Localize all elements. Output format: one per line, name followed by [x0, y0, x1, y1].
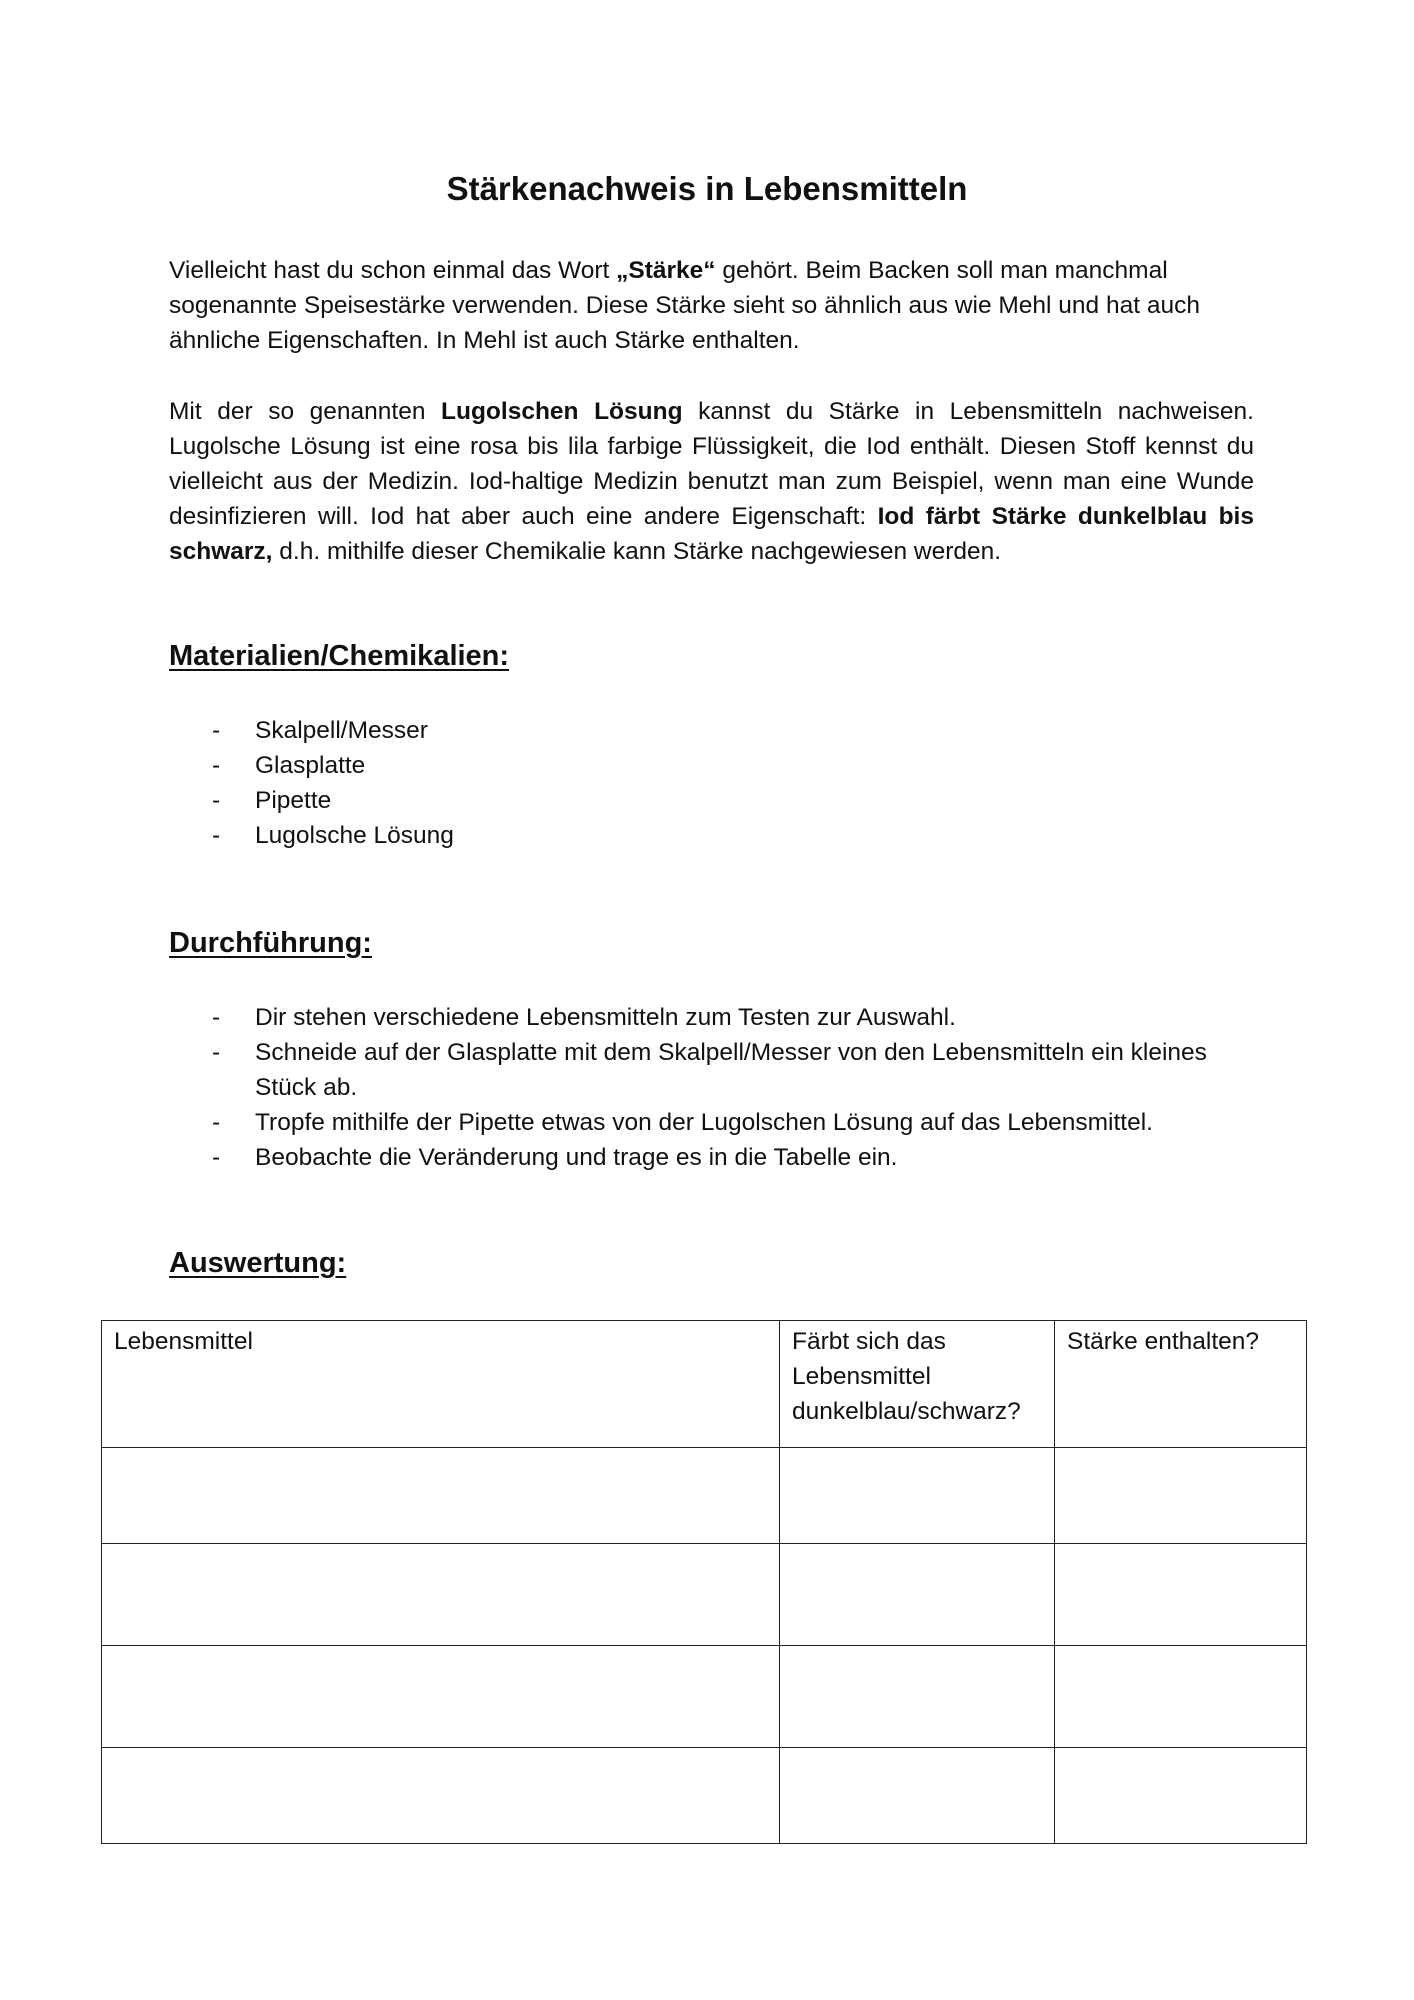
list-dash: -: [212, 717, 221, 744]
lugol-text-3: d.h. mithilfe dieser Chemikalie kann Stärke nachgewiesen werden.: [272, 538, 1002, 565]
intro-bold-starke: „Stärke“: [616, 257, 716, 284]
color-change-cell[interactable]: [780, 1544, 1055, 1646]
table-row: [102, 1646, 1307, 1748]
intro-paragraph: [169, 253, 1254, 358]
lugol-text-1: Mit der so genannten: [169, 398, 442, 425]
list-dash: -: [212, 752, 221, 779]
starch-cell[interactable]: [1055, 1748, 1307, 1844]
header-food: Lebensmittel: [102, 1321, 780, 1448]
header-color-change: Färbt sich das Lebensmittel dunkelblau/schwarz?: [780, 1321, 1055, 1448]
color-change-cell[interactable]: [780, 1748, 1055, 1844]
list-item: [169, 1105, 1249, 1140]
materials-list: [169, 713, 1269, 853]
list-dash: -: [212, 787, 221, 814]
lugol-text-2: kannst du Stärke in Lebensmitteln nachweisen. Lugolsche Lösung ist eine rosa bis lila farbige Flüssigkeit, die Iod enthält. Diesen Stoff kennst du vielleicht aus der Medizin. Iod-haltige Medizin benutzt man zum Beispiel, wenn man eine Wunde desinfizieren will. Iod hat aber auch eine andere Eigenschaft:: [169, 398, 1254, 530]
list-item: [169, 748, 1269, 783]
list-item: [169, 1000, 1249, 1035]
material-item-label: Lugolsche Lösung: [255, 822, 454, 849]
table-row: [102, 1748, 1307, 1844]
intro-text-2: gehört. Beim Backen soll man manchmal sogenannte Speisestärke verwenden. Diese Stärke sieht so ähnlich aus wie Mehl und hat auch ähnliche Eigenschaften. In Mehl ist auch Stärke enthalten.: [169, 257, 1200, 354]
procedure-step-label: Dir stehen verschiedene Lebensmitteln zum Testen zur Auswahl.: [255, 1004, 956, 1031]
list-dash: -: [212, 1109, 221, 1136]
evaluation-heading: Auswertung:: [169, 1247, 347, 1279]
lugol-bold-name: Lugolschen Lösung: [441, 398, 683, 425]
food-cell[interactable]: [102, 1646, 780, 1748]
procedure-step-label: Schneide auf der Glasplatte mit dem Skalpell/Messer von den Lebensmitteln ein kleines Stück ab.: [255, 1039, 1207, 1101]
lugol-paragraph: [169, 394, 1254, 569]
list-dash: -: [212, 822, 221, 849]
procedure-step-label: Tropfe mithilfe der Pipette etwas von der Lugolschen Lösung auf das Lebensmittel.: [255, 1109, 1153, 1136]
food-cell[interactable]: [102, 1544, 780, 1646]
list-item: [169, 713, 1269, 748]
starch-cell[interactable]: [1055, 1448, 1307, 1544]
color-change-cell[interactable]: [780, 1448, 1055, 1544]
food-cell[interactable]: [102, 1748, 780, 1844]
material-item-label: Glasplatte: [255, 752, 366, 779]
table-row: [102, 1448, 1307, 1544]
list-dash: -: [212, 1039, 221, 1066]
table-header-row: [102, 1321, 1307, 1448]
list-dash: -: [212, 1144, 221, 1171]
table-row: [102, 1544, 1307, 1646]
material-item-label: Pipette: [255, 787, 332, 814]
material-item-label: Skalpell/Messer: [255, 717, 428, 744]
starch-cell[interactable]: [1055, 1544, 1307, 1646]
food-cell[interactable]: [102, 1448, 780, 1544]
list-item: [169, 1140, 1249, 1175]
procedure-step-label: Beobachte die Veränderung und trage es in die Tabelle ein.: [255, 1144, 898, 1171]
list-item: [169, 818, 1269, 853]
header-starch-contained: Stärke enthalten?: [1055, 1321, 1307, 1448]
color-change-cell[interactable]: [780, 1646, 1055, 1748]
procedure-list: [169, 1000, 1249, 1175]
procedure-heading: Durchführung:: [169, 927, 372, 959]
list-item: [169, 1035, 1249, 1105]
page-title: Stärkenachweis in Lebensmitteln: [446, 170, 968, 207]
list-item: [169, 783, 1269, 818]
lugol-bold-property: Iod färbt Stärke dunkelblau bis schwarz,: [169, 503, 1254, 565]
materials-heading: Materialien/Chemikalien:: [169, 640, 510, 672]
list-dash: -: [212, 1004, 221, 1031]
intro-text-1: Vielleicht hast du schon einmal das Wort: [169, 257, 617, 284]
starch-cell[interactable]: [1055, 1646, 1307, 1748]
results-table: [101, 1320, 1307, 1844]
